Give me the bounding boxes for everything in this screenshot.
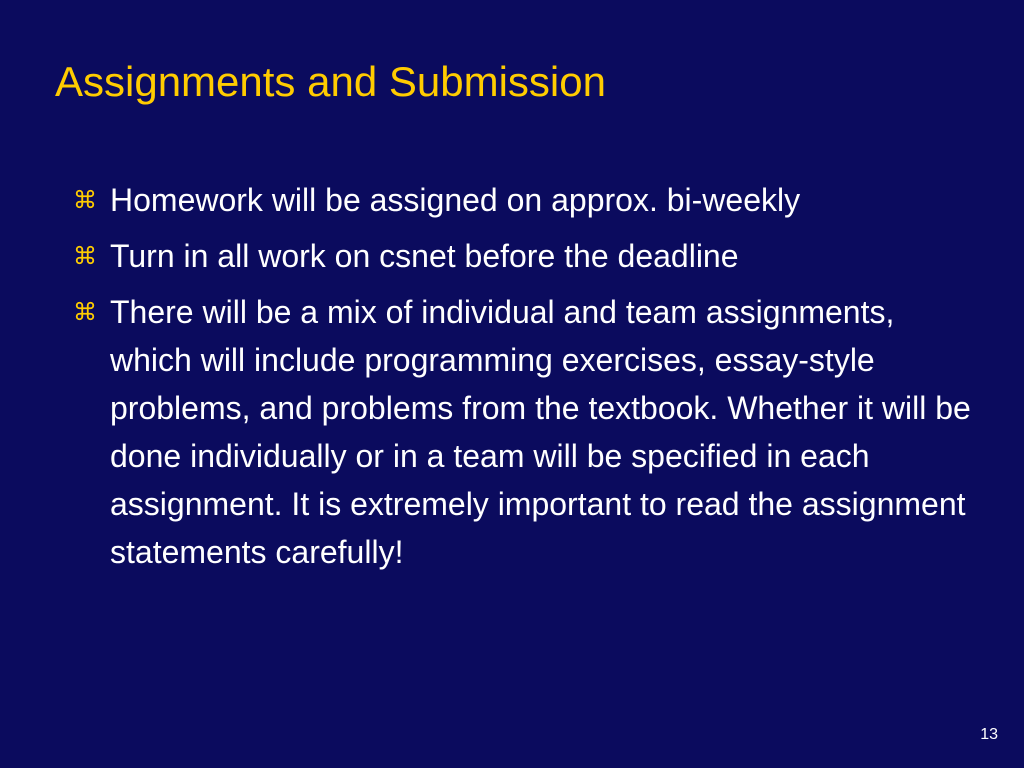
bullet-text: Homework will be assigned on approx. bi-weekly [110, 182, 801, 218]
bullet-item [74, 288, 980, 576]
bullet-text: Turn in all work on csnet before the deadline [110, 238, 739, 274]
bullet-item [74, 176, 870, 224]
bullet-list [74, 176, 974, 584]
slide-title: Assignments and Submission [55, 58, 606, 105]
command-key-icon [74, 176, 104, 224]
page-number: 13 [980, 726, 998, 743]
bullet-text: There will be a mix of individual and team assignments, which will include programming exercises, essay-style problems, and problems from the textbook. Whether it will be done individually or in a team will be specified in each assignment. It is extremely important to read the assignment statements carefully! [110, 294, 971, 570]
command-key-icon [74, 288, 104, 336]
bullet-item [74, 232, 970, 280]
command-key-icon [74, 232, 104, 280]
